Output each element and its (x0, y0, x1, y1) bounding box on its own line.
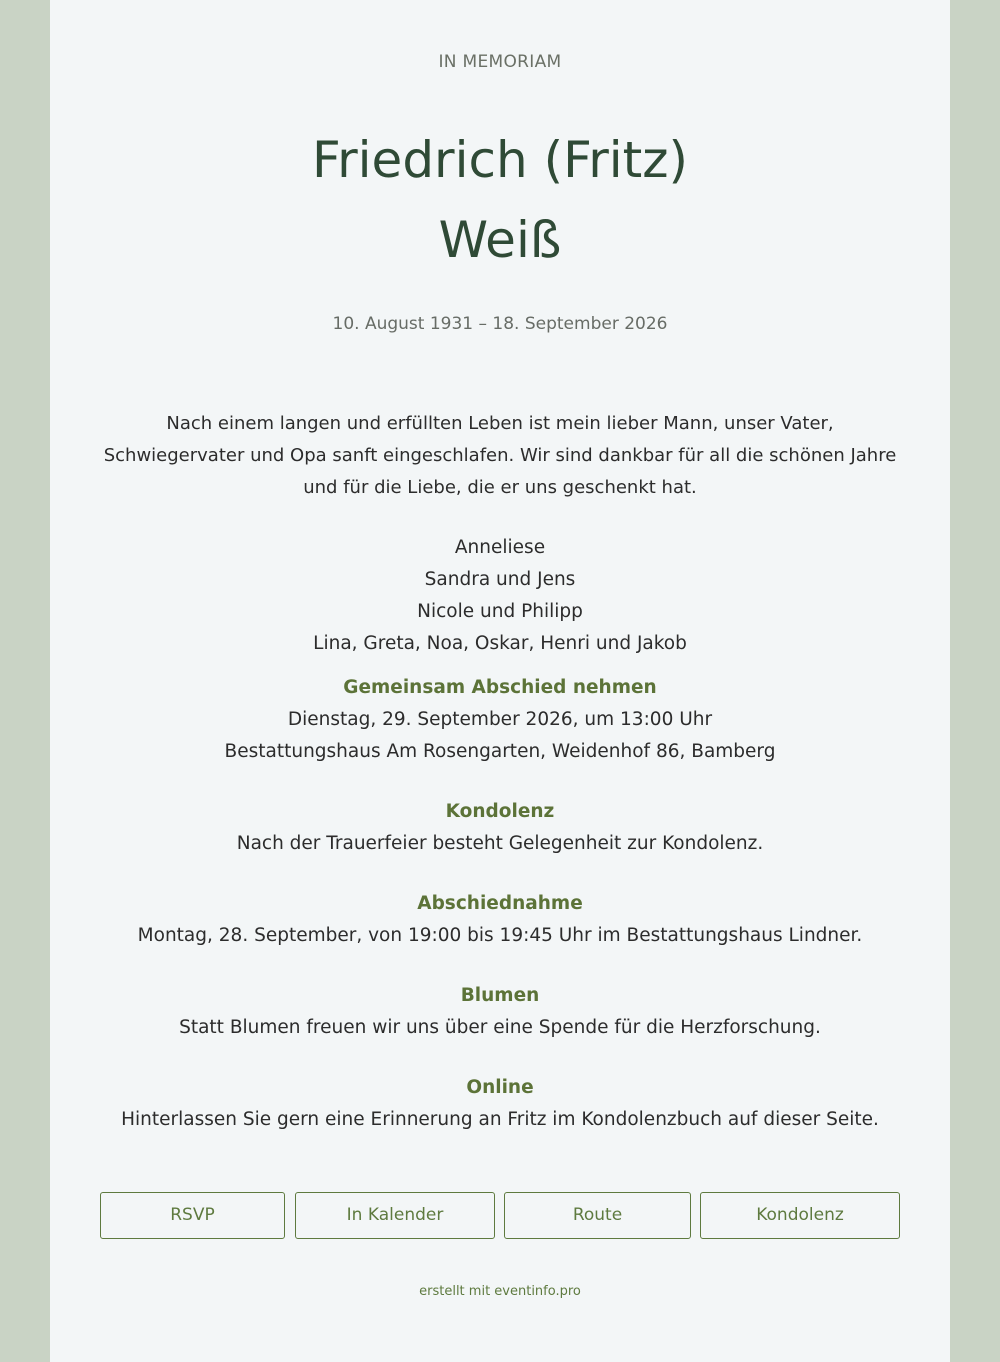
eyebrow-label: IN MEMORIAM (438, 52, 562, 72)
family-member: Nicole und Philipp (417, 601, 583, 622)
family-member: Sandra und Jens (424, 569, 576, 590)
add-to-calendar-button[interactable]: In Kalender (295, 1192, 495, 1239)
family-member: Lina, Greta, Noa, Oskar, Henri und Jakob (313, 633, 687, 654)
family-member: Anneliese (454, 537, 546, 558)
section-condolence (50, 796, 950, 860)
section-text: Nach der Trauerfeier besteht Gelegenheit zur Kondolenz. (236, 833, 764, 854)
section-title: Online (466, 1077, 534, 1098)
action-buttons (50, 1192, 950, 1239)
section-text: Dienstag, 29. September 2026, um 13:00 Uhr (287, 709, 713, 730)
memorial-card (50, 0, 950, 1362)
section-title: Kondolenz (445, 801, 555, 822)
family-list (50, 532, 950, 660)
intro-text: Nach einem langen und erfüllten Leben ist mein lieber Mann, unser Vater, Schwiegervater und Opa sanft eingeschlafen. Wir sind dankbar für all die schönen Jahre und für die Liebe, die er uns geschenkt hat. (103, 413, 897, 498)
section-text: Montag, 28. September, von 19:00 bis 19:45 Uhr im Bestattungshaus Lindner. (137, 925, 863, 946)
section-farewell (50, 672, 950, 768)
section-text: Bestattungshaus Am Rosengarten, Weidenhof 86, Bamberg (224, 741, 776, 762)
deceased-name-first-line: Friedrich (Fritz) (311, 131, 689, 189)
section-online (50, 1072, 950, 1136)
section-text: Statt Blumen freuen wir uns über eine Spende für die Herzforschung. (179, 1017, 821, 1038)
section-title: Gemeinsam Abschied nehmen (343, 677, 657, 698)
footer-credit-link[interactable]: erstellt mit eventinfo.pro (419, 1284, 581, 1299)
section-flowers (50, 980, 950, 1044)
section-title: Blumen (460, 985, 540, 1006)
life-dates: 10. August 1931 – 18. September 2026 (332, 314, 668, 334)
condolence-button[interactable]: Kondolenz (700, 1192, 900, 1239)
section-viewing (50, 888, 950, 952)
route-button[interactable]: Route (504, 1192, 691, 1239)
rsvp-button[interactable]: RSVP (100, 1192, 285, 1239)
section-title: Abschiednahme (417, 893, 583, 914)
section-text: Hinterlassen Sie gern eine Erinnerung an Fritz im Kondolenzbuch auf dieser Seite. (121, 1109, 879, 1130)
deceased-name-last-line: Weiß (438, 211, 562, 269)
